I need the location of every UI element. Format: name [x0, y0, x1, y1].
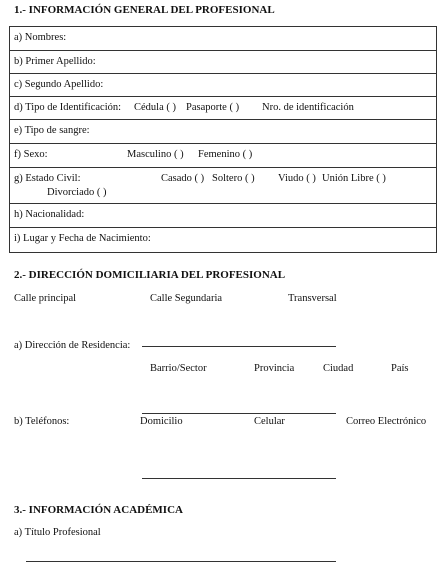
section-3-title: 3.- INFORMACIÓN ACADÉMICA [14, 504, 183, 516]
label-tipo-sangre: e) Tipo de sangre: [14, 125, 90, 136]
section-2-title: 2.- DIRECCIÓN DOMICILIARIA DEL PROFESIONAL [14, 269, 286, 281]
label-primer-apellido: b) Primer Apellido: [14, 56, 96, 67]
label-ciudad: Ciudad [323, 363, 354, 374]
row-estado-civil [10, 168, 436, 204]
row-nacionalidad[interactable] [10, 204, 436, 228]
label-celular: Celular [254, 416, 285, 427]
label-calle-secundaria: Calle Segundaria [150, 293, 223, 304]
correo-line[interactable] [142, 478, 336, 479]
label-correo: Correo Electrónico [346, 416, 427, 427]
row-lugar-fecha-nacimiento[interactable] [10, 228, 436, 252]
label-tipo-identificacion: d) Tipo de Identificación: [14, 102, 122, 113]
label-domicilio: Domicilio [140, 416, 183, 427]
label-estado-civil: g) Estado Civil: [14, 173, 81, 184]
row-tipo-identificacion [10, 97, 436, 120]
row-tipo-sangre[interactable] [10, 120, 436, 144]
label-telefonos: b) Teléfonos: [14, 416, 70, 427]
option-cedula[interactable]: Cédula ( ) [134, 102, 176, 113]
titulo-profesional-line[interactable] [26, 561, 336, 562]
label-direccion-residencia: a) Dirección de Residencia: [14, 340, 131, 351]
label-sexo: f) Sexo: [14, 149, 48, 160]
label-calle-principal: Calle principal [14, 293, 77, 304]
label-segundo-apellido: c) Segundo Apellido: [14, 79, 104, 90]
option-masculino[interactable]: Masculino ( ) [127, 149, 184, 160]
section-1-title: 1.- INFORMACIÓN GENERAL DEL PROFESIONAL [14, 4, 275, 16]
direccion-residencia-line[interactable] [142, 346, 336, 347]
label-pais: País [391, 363, 409, 374]
label-titulo-profesional: a) Título Profesional [14, 527, 101, 538]
label-nacionalidad: h) Nacionalidad: [14, 209, 85, 220]
row-segundo-apellido[interactable] [10, 74, 436, 97]
option-viudo[interactable]: Viudo ( ) [278, 173, 316, 184]
general-info-table [9, 26, 437, 253]
option-casado[interactable]: Casado ( ) [161, 173, 205, 184]
option-divorciado[interactable]: Divorciado ( ) [47, 187, 107, 198]
label-transversal: Transversal [288, 293, 337, 304]
option-union-libre[interactable]: Unión Libre ( ) [322, 173, 386, 184]
row-primer-apellido[interactable] [10, 51, 436, 74]
row-nombres[interactable] [10, 27, 436, 51]
option-pasaporte[interactable]: Pasaporte ( ) [186, 102, 240, 113]
label-provincia: Provincia [254, 363, 295, 374]
option-soltero[interactable]: Soltero ( ) [212, 173, 255, 184]
label-lugar-fecha-nacimiento: i) Lugar y Fecha de Nacimiento: [14, 233, 151, 244]
telefonos-line[interactable] [142, 413, 336, 414]
label-nro-identificacion[interactable]: Nro. de identificación [262, 102, 354, 113]
label-nombres: a) Nombres: [14, 32, 67, 43]
row-sexo [10, 144, 436, 168]
label-barrio-sector: Barrio/Sector [150, 363, 207, 374]
option-femenino[interactable]: Femenino ( ) [198, 149, 253, 160]
